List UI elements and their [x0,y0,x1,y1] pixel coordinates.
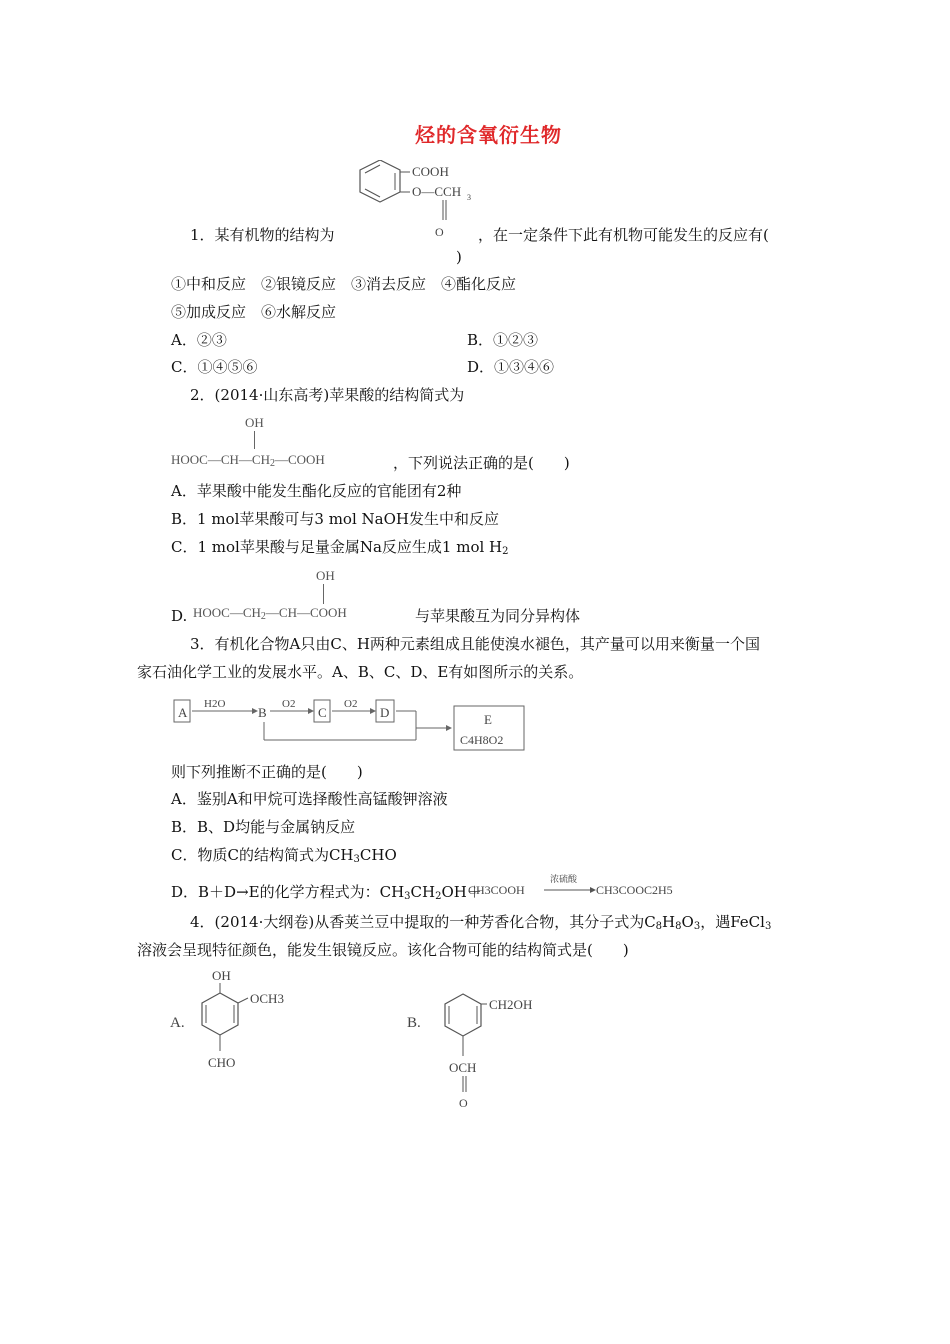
q2-option-d-after: 与苹果酸互为同分异构体 [415,607,581,625]
q3-node-e: E [484,712,492,727]
q4-stem-pre: 4．(2014·大纲卷)从香荚兰豆中提取的一种芳香化合物，其分子式为C [190,913,656,931]
q2-stem: 2．(2014·山东高考)苹果酸的结构简式为 [190,386,465,404]
q1-reactions-line2: ⑤加成反应 ⑥水解反应 [171,303,337,321]
q2-struct-tail: —COOH [274,452,325,467]
q4-stem-post: ，遇FeCl [700,913,765,931]
q4-a-label: A. [170,1015,185,1031]
q3-d-catalyst: 浓硫酸 [550,875,578,885]
q2-d-struct-sub: 2 [260,611,266,622]
q2-d-bond [323,584,324,604]
q3-option-d-post: OH＋ [441,883,482,901]
q3-option-b: B．B、D均能与金属钠反应 [171,818,356,836]
q3-option-d-mid: CH [410,883,436,901]
q2-option-a: A．苹果酸中能发生酯化反应的官能团有2种 [171,482,462,500]
q3-d-product: CH3COOC2H5 [596,883,673,897]
q4-stem-line1 [190,912,771,932]
q2-option-c-sub: 2 [502,546,509,557]
q4-b-carbonyl: O [459,1096,468,1110]
q1-stem-close: ) [456,248,462,266]
q4-a-cho: CHO [208,1055,236,1070]
q3-stem-line1: 3．有机化合物A只由C、H两种元素组成且能使溴水褪色，其产量可以用来衡量一个国 [190,635,760,653]
q4-sub-3: 3 [693,921,701,932]
q2-option-c-text: C．1 mol苹果酸与足量金属Na反应生成1 mol H [171,538,503,556]
q3-question: 则下列推断不正确的是( ) [171,763,363,781]
q3-option-c-pre: C．物质C的结构简式为CH [171,846,354,864]
q1-option-a: A．②③ [171,331,227,349]
q1-ester: O—CCH [412,184,462,199]
q2-d-struct-b: —CH—COOH [265,605,347,620]
q2-option-c [171,537,509,557]
q4-sub-8b: 8 [675,921,682,932]
q4-h: H [662,913,676,931]
q3-diagram [168,690,538,754]
q4-option-b-structure [405,990,565,1120]
q3-option-d-sub1: 3 [404,891,411,902]
q3-stem-line2: 家石油化学工业的发展水平。A、B、C、D、E有如图所示的关系。 [137,663,584,681]
q1-carbonyl-o: O [435,225,444,239]
q1-option-d: D．①③④⑥ [467,358,555,376]
q4-option-a-structure [168,965,308,1080]
q2-struct-oh: OH [245,415,264,430]
q2-d-oh: OH [316,568,335,583]
q4-b-ch2oh: CH2OH [489,997,533,1012]
q2-struct-bond [254,431,255,449]
q1-sub3: 3 [467,193,471,202]
q3-e-formula: C4H8O2 [460,733,504,747]
q3-o2-b: O2 [344,698,358,710]
q3-o2-a: O2 [282,698,296,710]
q3-node-d: D [380,705,390,720]
q1-reactions-line1: ①中和反应 ②银镜反应 ③消去反应 ④酯化反应 [171,275,517,293]
q3-option-c-post: CHO [359,846,397,864]
q4-b-och: OCH [449,1060,477,1075]
q1-option-b: B．①②③ [467,331,539,349]
q3-option-d-pre: D．B＋D→E的化学方程式为：CH [171,883,405,901]
q2-struct-main-text: HOOC—CH—CH [171,452,270,467]
q3-node-c: C [318,705,327,720]
q2-option-b: B．1 mol苹果酸可与3 mol NaOH发生中和反应 [171,510,499,528]
q4-a-oh: OH [212,968,231,983]
q3-node-b: B [258,705,267,720]
q3-option-d-sub2: 2 [435,891,442,902]
q4-a-och3: OCH3 [250,991,284,1006]
q4-stem-line2: 溶液会呈现特征颜色，能发生银镜反应。该化合物可能的结构简式是( ) [137,941,629,959]
q1-stem: 1．某有机物的结构为 [190,226,335,244]
q3-node-a: A [178,705,188,720]
q1-cooh: COOH [412,164,449,179]
q2-d-struct [193,603,347,623]
q3-option-c [171,845,397,865]
q2-struct-sub: 2 [269,458,275,469]
q2-option-d-label: D. [171,607,188,625]
q3-d-equation [468,872,688,902]
q2-stem-after: ，下列说法正确的是( ) [393,454,570,472]
q1-structure [340,160,480,240]
q4-o: O [681,913,694,931]
q2-d-struct-a: HOOC—CH [193,605,261,620]
q2-struct-main [171,450,325,470]
q4-b-label: B. [407,1015,421,1031]
q3-option-c-sub: 3 [353,854,360,865]
q3-d-reactant: CH3COOH [468,883,525,897]
q3-h2o: H2O [204,698,226,710]
q4-sub-8a: 8 [655,921,663,932]
q3-option-a: A．鉴别A和甲烷可选择酸性高锰酸钾溶液 [171,790,448,808]
q1-stem-after: ，在一定条件下此有机物可能发生的反应有( [478,226,769,244]
q3-option-d [171,882,482,902]
q1-option-c: C．①④⑤⑥ [171,358,258,376]
page-title: 烃的含氧衍生物 [415,123,562,147]
q4-sub-3b: 3 [764,921,772,932]
